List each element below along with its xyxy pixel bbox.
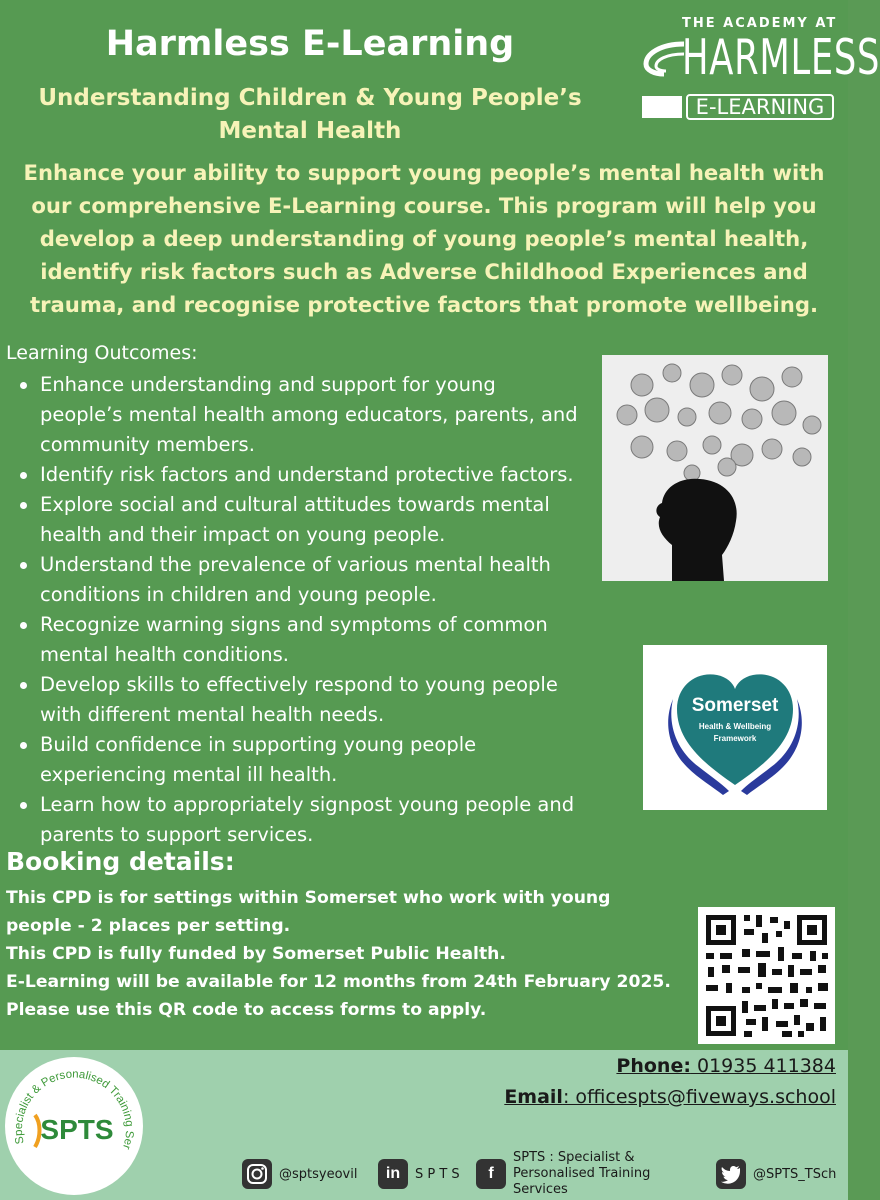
intro-paragraph: [0, 156, 848, 321]
twitter-icon: [716, 1159, 746, 1189]
booking-line: This CPD is fully funded by Somerset Public Health.: [6, 944, 506, 964]
list-item: Build confidence in supporting young people experiencing mental ill health.: [18, 730, 518, 790]
booking-line: This CPD is for settings within Somerset who work with young people - 2 places per setting.: [6, 888, 611, 936]
swoosh-icon: [640, 38, 686, 84]
spts-name: SPTS: [40, 1114, 114, 1145]
linkedin-link[interactable]: [378, 1155, 460, 1193]
facebook-icon: f: [476, 1159, 506, 1189]
instagram-link[interactable]: [242, 1155, 357, 1193]
email-contact: [504, 1086, 836, 1108]
phone-label: Phone:: [616, 1055, 691, 1077]
booking-heading: Booking details:: [6, 847, 235, 876]
logo-wordmark: HARMLESS: [682, 29, 880, 86]
phone-number[interactable]: 01935 411384: [690, 1055, 836, 1077]
list-item: Learn how to appropriately signpost young people and parents to support services.: [18, 790, 578, 850]
facebook-link[interactable]: [476, 1150, 706, 1197]
linkedin-icon: in: [378, 1159, 408, 1189]
email-address[interactable]: : officespts@fiveways.school: [562, 1086, 836, 1108]
facebook-handle: SPTS : Specialist & Personalised Training Services: [513, 1150, 651, 1197]
logo-badge: E-LEARNING: [686, 94, 834, 120]
booking-line: E-Learning will be available for 12 months from 24th February 2025.: [6, 972, 671, 992]
intro-text: Enhance your ability to support young people’s mental health with our comprehensive E-Learning course. This program will help you develop a deep understanding of young people’s mental health, identify risk factors such as Adverse Childhood Experiences and trauma, and recognise protective factors that promote wellbeing.: [23, 160, 825, 317]
email-label: Email: [504, 1086, 563, 1108]
spts-emblem: [5, 1057, 143, 1195]
qr-code[interactable]: [698, 907, 835, 1044]
somerset-name: Somerset: [691, 695, 779, 716]
subtitle-text: Understanding Children & Young People’s Mental Health: [38, 85, 582, 144]
page-title: Harmless E-Learning: [105, 24, 515, 64]
logo-bar: [642, 96, 682, 118]
linkedin-handle: S P T S: [415, 1166, 460, 1182]
somerset-line3: Framework: [713, 734, 757, 743]
head-silhouette-image: [602, 355, 828, 581]
list-item: Identify risk factors and understand protective factors.: [18, 460, 598, 490]
harmless-academy-logo: [636, 16, 880, 124]
list-item: Explore social and cultural attitudes towards mental health and their impact on young people.: [18, 490, 578, 550]
qr-code-icon: [698, 907, 835, 1044]
list-item: Understand the prevalence of various mental health conditions in children and young people.: [18, 550, 578, 610]
twitter-handle: @SPTS_TSch: [753, 1166, 837, 1182]
list-item: Recognize warning signs and symptoms of common mental health conditions.: [18, 610, 578, 670]
logo-top-text: THE ACADEMY AT: [682, 16, 838, 31]
somerset-framework-logo: [643, 645, 827, 810]
list-item: Develop skills to effectively respond to young people with different mental health needs.: [18, 670, 578, 730]
spts-logo: [5, 1057, 143, 1195]
phone-contact: [616, 1055, 836, 1077]
list-item: Enhance understanding and support for young people’s mental health among educators, parents, and community members.: [18, 370, 578, 460]
spts-ring-text: Specialist & Personalised Training Ser: [12, 1068, 136, 1151]
heart-hands-image: [643, 645, 827, 810]
twitter-link[interactable]: [716, 1155, 836, 1193]
learning-outcomes-heading: Learning Outcomes:: [6, 342, 198, 364]
booking-line: Please use this QR code to access forms to apply.: [6, 1000, 487, 1020]
page-subtitle: [0, 82, 620, 148]
mental-health-photo: [602, 355, 828, 581]
instagram-handle: @sptsyeovil: [279, 1166, 358, 1182]
somerset-line2: Health & Wellbeing: [698, 722, 772, 731]
learning-outcomes-list: [18, 370, 598, 850]
instagram-icon: [242, 1159, 272, 1189]
